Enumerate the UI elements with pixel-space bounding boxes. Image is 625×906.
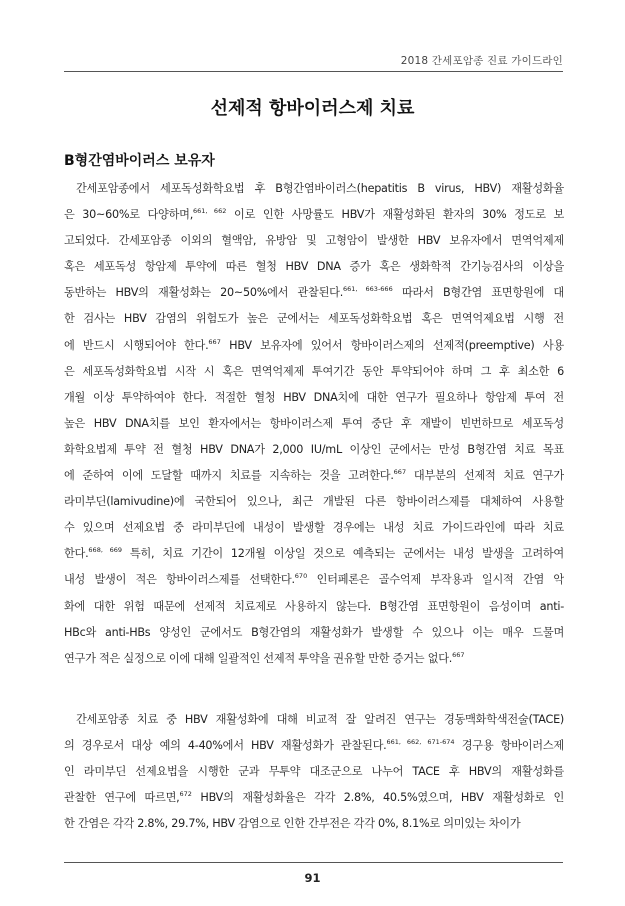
citation-ref: 670 [294,572,308,581]
text-line [64,437,564,463]
text-run: 한다. [64,547,89,561]
text-run: 인터페론은 골수억제 부작용과 일시적 간염 악 [307,573,564,587]
text-line [64,811,564,837]
text-run: 대부분의 선제적 치료 연구가 [406,469,564,483]
text-run: 특히, 치료 기간이 12개월 이상일 것으로 예측되는 군에서는 내성 발생을 고려하여 [121,547,564,561]
text-line [64,254,564,280]
page-number: 91 [304,871,321,885]
citation-ref: 667 [452,650,465,659]
text-line [64,280,564,306]
text-line [64,202,564,228]
text-run: 에 준하여 이에 도달할 때까지 치료를 지속하는 것을 고려한다. [64,469,394,483]
text-run: 라미부딘(lamivudine)에 국한되어 있으나, 최근 개발된 다른 항바이러스제를 대체하여 사용할 [64,495,564,509]
text-line [64,463,564,489]
footer-divider [64,862,563,863]
citation-ref: 661, 662, 671-674 [386,738,455,747]
text-run: HBV 보유자에 있어서 항바이러스제의 선제적(preemptive) 사용 [220,338,564,352]
text-line [64,733,564,759]
text-run: 간세포암종 치료 중 HBV 재활성화에 대해 비교적 잘 알려진 연구는 경동맥화학색전술(TACE) [76,713,564,726]
text-run: 개월 이상 투약하여야 한다. 적절한 혈청 HBV DNA치에 대한 연구가 필요하나 항암제 투여 전 [64,390,564,404]
text-run: 은 30~60%로 다양하며, [64,208,194,222]
text-line [64,306,564,332]
text-line [64,359,564,385]
text-run: 혹은 세포독성 항암제 투약에 따른 혈청 HBV DNA 증가 혹은 생화학적 간기능검사의 이상을 [64,260,564,274]
text-line [64,567,564,593]
text-run: 연구가 적은 실정으로 이에 대해 일괄적인 선제적 투약을 권유할 만한 증거는 없다. [64,651,453,665]
text-run: 한 간염은 각각 2.8%, 29.7%, HBV 감염으로 인한 간부전은 각각 0%, 8.1%로 의미있는 차이가 [64,817,521,831]
text-run: 따라서 B형간염 표면항원에 대 [392,286,564,300]
text-line [64,707,564,733]
text-run: 고되었다. 간세포암종 이외의 혈액암, 유방암 및 고형암이 발생한 HBV 보유자에서 면역억제제 [64,234,564,248]
text-run: 은 세포독성화학요법 시작 시 혹은 면역억제제 투여기간 동안 투약되어야 하며 그 후 최소한 6 [64,364,564,378]
text-run: 높은 HBV DNA치를 보인 환자에서는 항바이러스제 투여 중단 후 재발이 빈번하므로 세포독성 [64,416,564,430]
text-line [64,385,564,411]
text-line [64,176,564,202]
text-run: 한 검사는 HBV 감염의 위험도가 높은 군에서는 세포독성화학요법 혹은 면역억제요법 시행 전 [64,312,564,326]
text-run: HBV의 재활성화율은 각각 2.8%, 40.5%였으며, HBV 재활성화로 인 [191,791,564,805]
text-run: 인 라미부딘 선제요법을 시행한 군과 무투약 대조군으로 나누어 TACE 후 HBV의 재활성화를 [64,765,564,779]
text-line [64,228,564,254]
text-line [64,333,564,359]
text-line [64,541,564,567]
citation-ref: 661, 663-666 [343,285,393,294]
header-divider [64,71,563,72]
text-line [64,411,564,437]
text-line [64,515,564,541]
text-line [64,646,564,672]
text-line [64,759,564,785]
text-run: 수 있으며 선제요법 중 라미부딘에 내성이 발생할 경우에는 내성 치료 가이드라인에 따라 치료 [64,521,564,535]
text-run: 동반하는 HBV의 재활성화는 20~50%에서 관찰된다. [64,286,344,300]
citation-ref: 667 [208,337,221,346]
text-line [64,489,564,515]
citation-ref: 661, 662 [193,207,227,216]
text-run: 의 경우로서 대상 예의 4-40%에서 HBV 재활성화가 관찰된다. [64,739,387,753]
text-run: 간세포암종에서 세포독성화학요법 후 B형간염바이러스(hepatitis B virus, HBV) 재활성화율 [76,182,564,195]
text-run: 이로 인한 사망률도 HBV가 재활성화된 환자의 30% 정도로 보 [226,208,564,222]
text-run: 에 반드시 시행되어야 한다. [64,338,209,352]
text-run: 화학요법제 투약 전 혈청 HBV DNA가 2,000 IU/mL 이상인 군에서는 만성 B형간염 치료 목표 [64,442,564,456]
text-run: 화에 대한 위험 때문에 선제적 치료제로 사용하지 않는다. B형간염 표면항원이 음성이며 anti- [64,599,564,613]
section-heading: B형간염바이러스 보유자 [64,153,215,169]
body-paragraph-2 [64,707,564,837]
text-run: 내성 발생이 적은 항바이러스제를 선택한다. [64,573,295,587]
running-header: 2018 간세포암종 진료 가이드라인 [400,55,563,67]
text-run: HBc와 anti-HBs 양성인 군에서도 B형간염의 재활성화가 발생할 수 있으나 이는 매우 드물며 [64,625,564,639]
text-run: 관찰한 연구에 따르면, [64,791,180,805]
citation-ref: 672 [179,790,192,799]
text-line [64,620,564,646]
text-line [64,785,564,811]
citation-ref: 668, 669 [88,546,122,555]
body-paragraph-1 [64,176,564,672]
citation-ref: 667 [393,468,407,477]
page-title: 선제적 항바이러스제 치료 [210,98,415,119]
text-line [64,594,564,620]
text-run: 경구용 항바이러스제 [454,739,564,753]
